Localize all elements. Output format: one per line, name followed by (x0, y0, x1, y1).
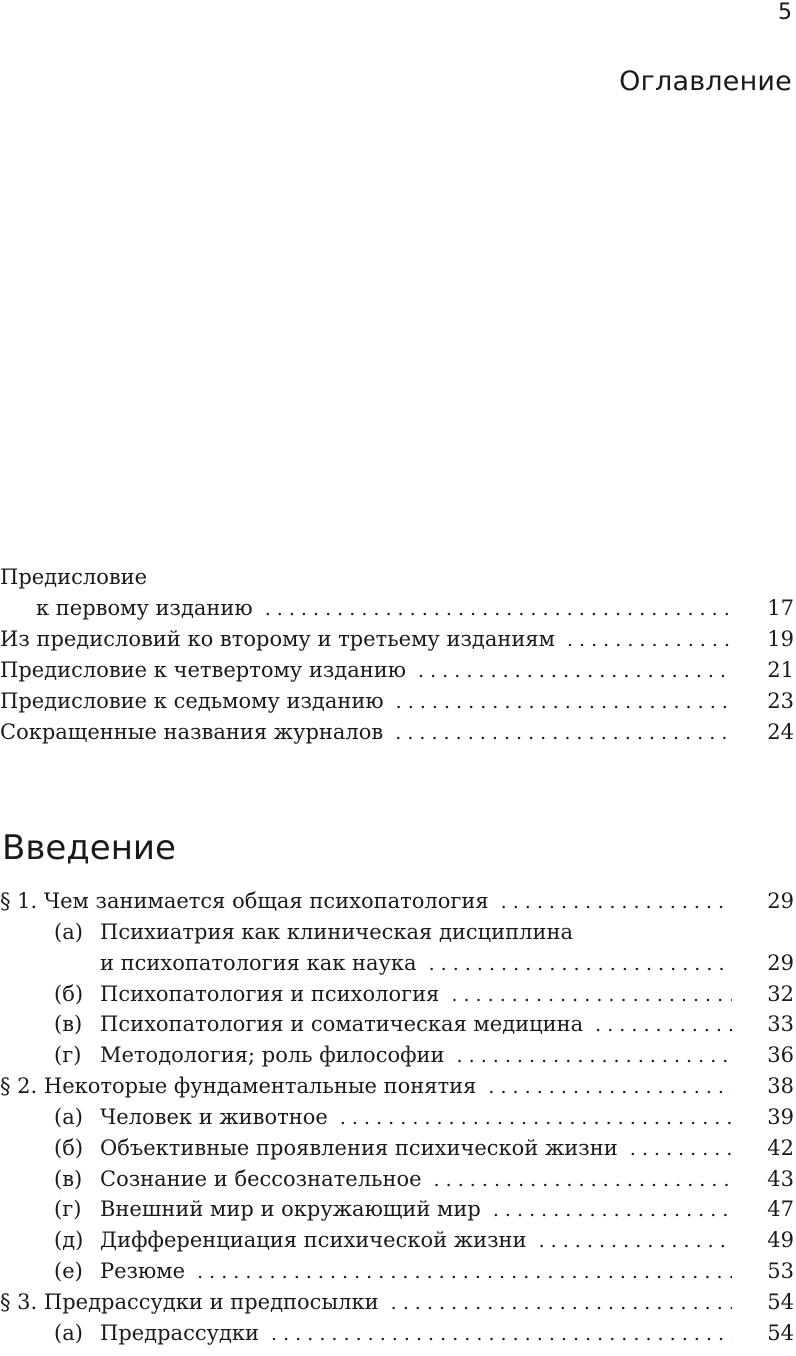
toc-page-number: 49 (767, 1228, 794, 1253)
dot-leader (418, 656, 732, 687)
subentry-letter: (а) (54, 1104, 83, 1129)
toc-page-number: 32 (767, 981, 794, 1006)
toc-page-number: 33 (767, 1012, 794, 1037)
toc-entry[interactable] (0, 655, 796, 686)
toc-entry-text: Предисловие к четвертому изданию (0, 658, 407, 682)
dot-leader (567, 625, 732, 656)
toc-title: Оглавление (619, 66, 792, 97)
toc-entry[interactable] (0, 686, 796, 717)
toc-page-number: 38 (767, 1074, 794, 1099)
toc-subentry[interactable] (0, 979, 796, 1010)
dot-leader (457, 1041, 732, 1072)
subentry-text: Дифференциация психической жизни (100, 1228, 527, 1253)
toc-subentry[interactable] (0, 1009, 796, 1040)
toc-entry[interactable] (0, 624, 796, 655)
dot-leader (395, 718, 732, 749)
toc-page-number: 47 (767, 1197, 794, 1222)
subentry-text: Объективные проявления психической жизни (100, 1135, 618, 1160)
subentry-text: Человек и животное (100, 1104, 328, 1129)
subentry-text: Резюме (100, 1259, 186, 1284)
subentry-letter: (д) (54, 1228, 84, 1253)
toc-entry-text: Сокращенные названия журналов (0, 720, 384, 744)
toc-subentry[interactable] (0, 1133, 796, 1164)
toc-entry[interactable] (0, 717, 796, 748)
subentry-text: Психиатрия как клиническая дисциплина (100, 919, 573, 944)
section-heading: Введение (2, 828, 176, 868)
subentry-letter: (г) (54, 1197, 82, 1222)
toc-subentry[interactable] (0, 917, 796, 948)
dot-leader (451, 980, 732, 1011)
subentry-letter: (в) (54, 1012, 83, 1037)
toc-entry-text: Из предисловий ко второму и третьему изданиям (0, 627, 555, 651)
toc-subentry[interactable] (0, 1318, 796, 1349)
dot-leader (501, 887, 732, 918)
toc-section-title: § 3. Предрассудки и предпосылки (0, 1289, 379, 1314)
toc-page-number: 43 (767, 1166, 794, 1191)
toc-page-number: 36 (767, 1043, 794, 1068)
subentry-letter: (г) (54, 1043, 82, 1068)
intro-toc-list (0, 886, 796, 1349)
toc-page-number: 39 (767, 1104, 794, 1129)
toc-entry[interactable] (0, 593, 796, 624)
toc-subentry[interactable] (0, 1225, 796, 1256)
toc-page-number: 42 (767, 1135, 794, 1160)
toc-subentry[interactable] (0, 1102, 796, 1133)
dot-leader (396, 687, 732, 718)
subentry-text: и психопатология как наука (100, 950, 417, 975)
toc-page-number: 24 (767, 720, 794, 744)
toc-entry-text: Предисловие к седьмому изданию (0, 689, 384, 713)
dot-leader (429, 949, 732, 980)
toc-page-number: 19 (767, 627, 794, 651)
subentry-text: Методология; роль философии (100, 1043, 445, 1068)
toc-subentry[interactable] (0, 1164, 796, 1195)
toc-page-number: 54 (767, 1320, 794, 1345)
page-number: 5 (778, 0, 792, 25)
dot-leader (271, 1319, 732, 1350)
toc-entry-text: Предисловие (0, 565, 148, 589)
toc-section-entry[interactable] (0, 886, 796, 917)
subentry-letter: (в) (54, 1166, 83, 1191)
subentry-text: Психопатология и психология (100, 981, 440, 1006)
dot-leader (340, 1103, 732, 1134)
toc-page-number: 29 (767, 889, 794, 913)
toc-page-number: 53 (767, 1259, 794, 1284)
dot-leader (493, 1195, 732, 1226)
subentry-letter: (а) (54, 919, 83, 944)
subentry-text: Сознание и бессознательное (100, 1166, 422, 1191)
toc-section-title: § 1. Чем занимается общая психопатология (0, 889, 489, 913)
toc-page-number: 17 (767, 596, 794, 620)
dot-leader (434, 1165, 732, 1196)
toc-page-number: 54 (767, 1289, 794, 1314)
toc-page-number: 21 (767, 658, 794, 682)
subentry-text: Психопатология и соматическая медицина (100, 1012, 584, 1037)
dot-leader (265, 594, 732, 625)
dot-leader (197, 1257, 732, 1288)
dot-leader (539, 1226, 732, 1257)
subentry-letter: (б) (54, 981, 84, 1006)
subentry-letter: (б) (54, 1135, 84, 1160)
toc-page-number: 29 (767, 950, 794, 975)
toc-section-entry[interactable] (0, 1287, 796, 1318)
subentry-text: Внешний мир и окружающий мир (100, 1197, 481, 1222)
toc-section-title: § 2. Некоторые фундаментальные понятия (0, 1074, 477, 1099)
dot-leader (630, 1134, 732, 1165)
toc-subentry-continuation[interactable] (0, 948, 796, 979)
subentry-letter: (а) (54, 1320, 83, 1345)
dot-leader (488, 1072, 732, 1103)
dot-leader (595, 1010, 732, 1041)
toc-entry[interactable] (0, 562, 796, 593)
toc-subentry[interactable] (0, 1194, 796, 1225)
toc-page-number: 23 (767, 689, 794, 713)
dot-leader (391, 1288, 732, 1319)
toc-subentry[interactable] (0, 1256, 796, 1287)
subentry-letter: (е) (54, 1259, 83, 1284)
subentry-text: Предрассудки (100, 1320, 260, 1345)
toc-section-entry[interactable] (0, 1071, 796, 1102)
front-matter-list (0, 562, 796, 748)
toc-subentry[interactable] (0, 1040, 796, 1071)
toc-entry-text: к первому изданию (36, 596, 253, 620)
